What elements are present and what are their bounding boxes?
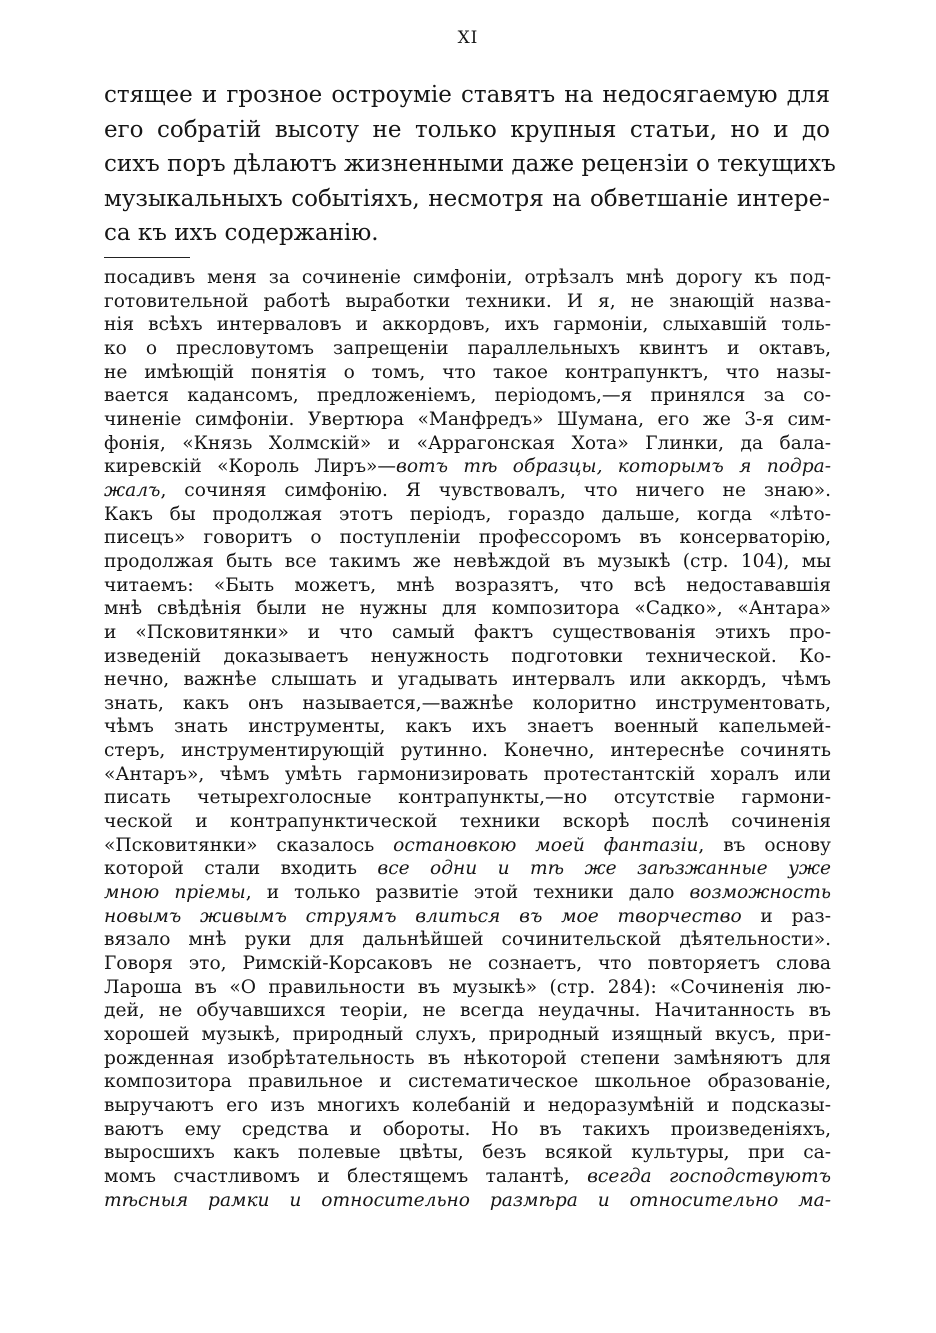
- main-text-line: стящее и грозное остроуміе ставятъ на недосягаемую для: [104, 82, 830, 108]
- footnote-text-segment: выросшихъ какъ полевые цвѣты, безъ всякой культуры, при са-: [104, 1142, 831, 1164]
- footnote-line: [104, 1165, 831, 1189]
- footnote-italic-segment: тѣсныя рамки и относительно размѣра и относительно ма-: [104, 1189, 831, 1211]
- footnote-line: [104, 432, 831, 456]
- footnote-text-segment: вается кадансомъ, предложеніемъ, періодомъ,—я принялся за со-: [104, 385, 831, 407]
- footnote-line: [104, 976, 831, 1000]
- footnote-italic-segment: мною пріемы: [104, 882, 246, 904]
- footnote-italic-segment: новымъ живымъ струямъ влиться въ мое творчество: [104, 905, 742, 927]
- footnote-text-segment: момъ счастливомъ и блестящемъ талантѣ,: [104, 1165, 588, 1187]
- footnote-line: [104, 810, 831, 834]
- footnote-text-segment: ваютъ ему средства и обороты. Но въ такихъ произведеніяхъ,: [104, 1118, 831, 1140]
- footnote-line: [104, 905, 831, 929]
- footnote-text-segment: мнѣ свѣдѣнія были не нужны для композитора «Садко», «Антара»: [104, 598, 831, 620]
- footnote-italic-segment: возможность: [689, 882, 831, 904]
- footnote-line: [104, 597, 831, 621]
- footnote-line: [104, 526, 831, 550]
- footnote-text-segment: и раз-: [741, 905, 831, 927]
- footnote-line: [104, 645, 831, 669]
- footnote-line: [104, 952, 831, 976]
- footnote-italic-segment: все одни и тѣ же заѣзжанные уже: [377, 858, 831, 880]
- footnote-text-segment: не имѣющій понятія о томъ, что такое контрапунктъ, что назы-: [104, 361, 831, 383]
- footnote-line: [104, 479, 831, 503]
- footnote-italic-segment: вотъ тѣ образцы, которымъ я подра-: [396, 456, 831, 478]
- footnote-text-segment: ко о пресловутомъ запрещеніи параллельныхъ квинтъ и октавъ,: [104, 337, 831, 359]
- footnote-text-segment: ческой и контрапунктической техники вскорѣ послѣ сочиненія: [104, 811, 831, 833]
- footnote-line: [104, 834, 831, 858]
- footnote-text-segment: нечно, важнѣе слышать и угадывать интервалъ или аккордъ, чѣмъ: [104, 669, 831, 691]
- footnote-text-segment: Какъ бы продолжая этотъ періодъ, гораздо дальше, когда «лѣто-: [104, 503, 831, 525]
- main-text-line: музыкальныхъ событіяхъ, несмотря на обветшаніе интере-: [104, 185, 830, 212]
- footnote-text-segment: чиненіе симфоніи. Увертюра «Манфредъ» Шумана, его же 3-я сим-: [104, 408, 831, 430]
- footnote-line: [104, 763, 831, 787]
- footnote-italic-segment: остановкою моей фантазіи: [393, 834, 699, 856]
- footnote-italic-segment: жалъ: [104, 479, 161, 501]
- footnote-text-segment: знать, какъ онъ называется,—важнѣе колоритно инструментовать,: [104, 692, 831, 714]
- footnote-line: [104, 290, 831, 314]
- footnote-line: [104, 1047, 831, 1071]
- footnote-text-segment: посадивъ меня за сочиненіе симфоніи, отрѣзалъ мнѣ дорогу къ под-: [104, 267, 831, 288]
- footnote-text-segment: чѣмъ знать инструменты, какъ ихъ знаетъ военный капельмей-: [104, 716, 831, 738]
- footnote-line: [104, 313, 831, 337]
- footnote-line: [104, 786, 831, 810]
- main-text-line: сихъ поръ дѣлаютъ жизненными даже рецензіи о текущихъ: [104, 151, 836, 177]
- footnote-line: [104, 574, 831, 598]
- footnote-line: [104, 999, 831, 1023]
- footnote-text-segment: готовительной работѣ выработки техники. И я, не знающій назва-: [104, 290, 831, 312]
- footnote-text-segment: читаемъ: «Быть можетъ, мнѣ возразятъ, что всѣ недостававшія: [104, 574, 831, 596]
- footnote-text-segment: «Псковитянки» сказалось: [104, 834, 394, 856]
- footnote-text-segment: , сочиняя симфонію. Я чувствовалъ, что ничего не знаю».: [160, 479, 831, 501]
- footnote-text-segment: вязало мнѣ руки для дальнѣйшей сочинительской дѣятельности».: [104, 929, 831, 951]
- main-paragraph: [104, 78, 836, 251]
- footnote-line: [104, 1070, 831, 1094]
- footnote-text-segment: писецъ» говоритъ о поступленіи профессоромъ въ консерваторію,: [104, 527, 831, 549]
- footnote-text-segment: и «Псковитянки» и что самый фактъ существованія этихъ про-: [104, 621, 831, 643]
- footnote-line: [104, 1189, 831, 1213]
- footnote-text-segment: , въ основу: [698, 834, 831, 856]
- footnote-text-segment: Говоря это, Римскій-Корсаковъ не сознаетъ, что повторяетъ слова: [104, 953, 831, 975]
- footnote-text-segment: рожденная изобрѣтательность въ нѣкоторой степени замѣняютъ для: [104, 1047, 831, 1069]
- footnote-text-segment: стеръ, инструментирующій рутинно. Конечно, интереснѣе сочинять: [104, 740, 831, 762]
- footnote-line: [104, 715, 831, 739]
- footnote-line: [104, 266, 831, 290]
- footnote-line: [104, 1094, 831, 1118]
- footnote-line: [104, 455, 831, 479]
- page-number: XI: [457, 28, 479, 48]
- footnote-text-segment: фонія, «Князь Холмскій» и «Аррагонская Хота» Глинки, да бала-: [104, 432, 831, 454]
- footnote-text-segment: дей, не обучавшихся теоріи, не всегда неудачны. Начитанность въ: [104, 1000, 831, 1022]
- footnote-line: [104, 928, 831, 952]
- footnote-line: [104, 384, 831, 408]
- footnote-line: [104, 361, 831, 385]
- footnote-text-segment: Лароша въ «О правильности въ музыкѣ» (стр. 284): «Сочиненія лю-: [104, 976, 831, 998]
- footnote-text-segment: хорошей музыкѣ, природный слухъ, природный изящный вкусъ, при-: [104, 1024, 831, 1045]
- footnote-line: [104, 1023, 831, 1047]
- footnote-line: [104, 1118, 831, 1142]
- footnote-line: [104, 503, 831, 527]
- footnote-line: [104, 621, 831, 645]
- footnote-line: [104, 337, 831, 361]
- footnote-line: [104, 739, 831, 763]
- footnote-text-segment: нія всѣхъ интерваловъ и аккордовъ, ихъ гармоніи, слыхавшій толь-: [104, 314, 831, 336]
- footnote-line: [104, 1141, 831, 1165]
- footnote-line: [104, 857, 831, 881]
- footnote-text-segment: выручаютъ его изъ многихъ колебаній и недоразумѣній и подсказы-: [104, 1094, 831, 1116]
- footnote-line: [104, 668, 831, 692]
- footnote-line: [104, 881, 831, 905]
- footnote-italic-segment: всегда господствуютъ: [587, 1165, 831, 1187]
- footnote-text-segment: киревскій «Король Лиръ»—: [104, 456, 397, 478]
- footnote-text-segment: композитора правильное и систематическое школьное образованіе,: [104, 1071, 831, 1093]
- main-text-line: са къ ихъ содержанію.: [104, 220, 379, 246]
- footnote-block: [104, 266, 831, 1212]
- footnote-text-segment: , и только развитіе этой техники дало: [245, 882, 690, 904]
- footnote-text-segment: продолжая быть все такимъ же невѣждой въ музыкѣ (стр. 104), мы: [104, 550, 831, 572]
- footnote-divider: [104, 257, 190, 258]
- footnote-line: [104, 550, 831, 574]
- footnote-text-segment: писать четырехголосные контрапункты,—но отсутствіе гармони-: [104, 787, 831, 809]
- footnote-line: [104, 692, 831, 716]
- footnote-text-segment: «Антаръ», чѣмъ умѣть гармонизировать протестантскій хоралъ или: [104, 763, 831, 785]
- footnote-text-segment: изведеній доказываетъ ненужность подготовки технической. Ко-: [104, 645, 831, 667]
- footnote-line: [104, 408, 831, 432]
- main-text-line: его собратій высоту не только крупныя статьи, но и до: [104, 116, 830, 143]
- footnote-text-segment: которой стали входить: [104, 858, 378, 880]
